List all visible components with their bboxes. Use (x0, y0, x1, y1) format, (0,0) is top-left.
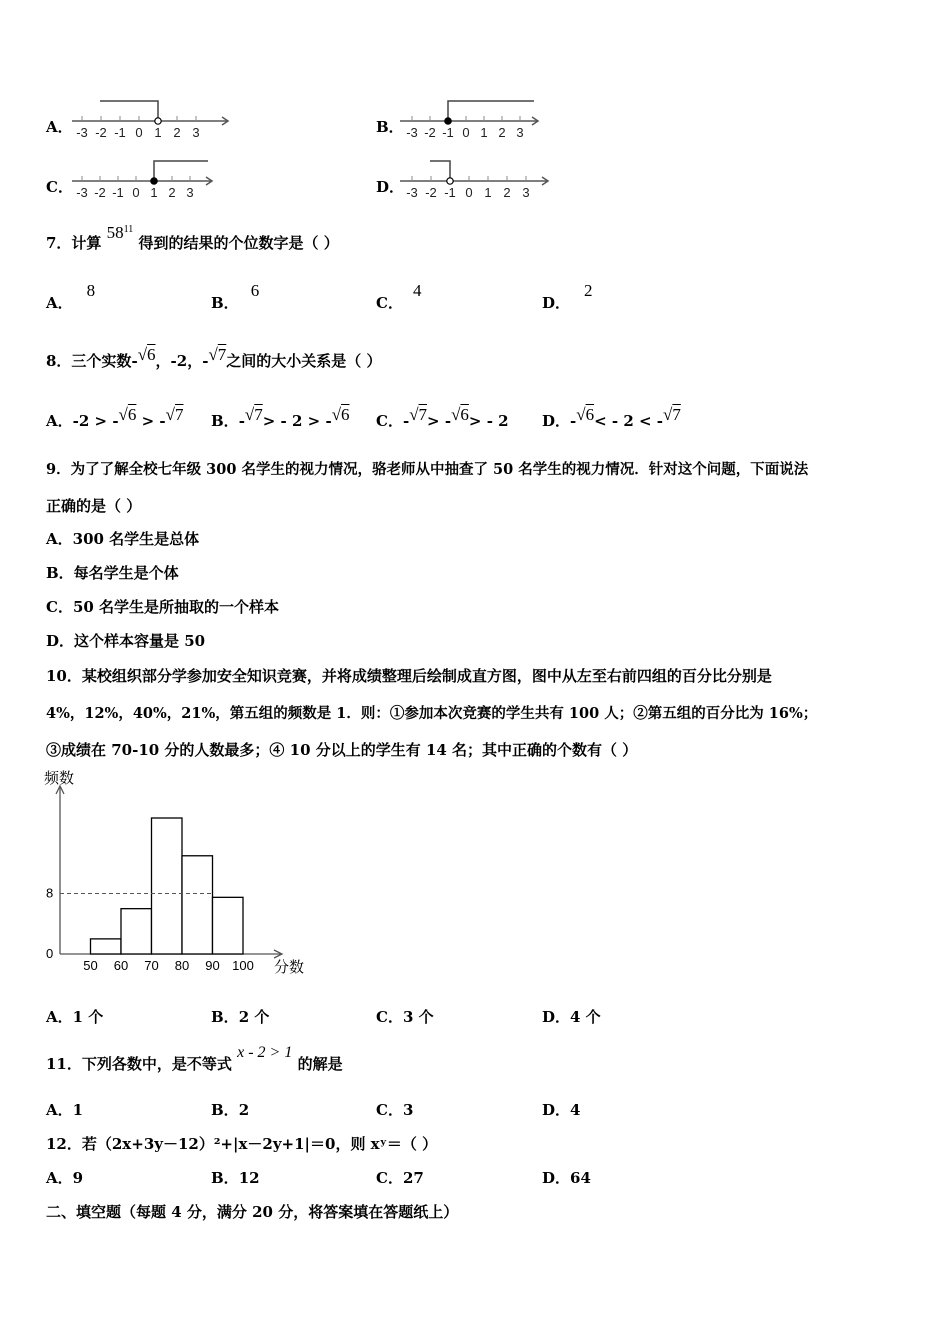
q10-option-b[interactable] (211, 1006, 269, 1027)
q8-option-b-part2: > - 2 > - (262, 412, 332, 430)
chart-ylabel: 频数 (44, 770, 75, 787)
q8-sqrt-6: √6 (137, 345, 156, 364)
number-line-tick-label: 0 (465, 185, 473, 200)
number-line-tick-label: 3 (186, 185, 194, 200)
q8-option-d[interactable] (542, 405, 681, 431)
number-line-tick-label: 2 (503, 185, 511, 200)
q9-line1: 9．为了了解全校七年级 300 名学生的视力情况，骆老师从中抽查了 50 名学生的视力情况．针对这个问题，下面说法 (46, 461, 809, 478)
q9-line2: 正确的是（ ） (46, 497, 142, 515)
q8-option-c-part2: > - (427, 412, 452, 430)
q7-option-c-letter: C． (376, 294, 403, 312)
q11-prefix: 11．下列各数中，是不等式 (46, 1055, 232, 1073)
q7-option-a-value: 8 (86, 281, 96, 300)
q8-neg-1: - (131, 352, 138, 370)
q6-option-c-letter[interactable]: C． (46, 178, 73, 196)
q8-option-c-sqrt2: √6 (451, 405, 469, 424)
q7-option-a[interactable] (46, 281, 96, 313)
number-line-tick-label: -3 (76, 185, 88, 200)
number-line-tick-label: -3 (406, 125, 418, 140)
q11-option-a-value: 1 (72, 1101, 84, 1119)
histogram-chart (38, 762, 328, 982)
q6-option-b-letter[interactable]: B． (376, 118, 404, 136)
q10-line3: ③成绩在 70-10 分的人数最多；④ 10 分以上的学生有 14 名；其中正确的个数有（ ） (46, 741, 638, 759)
q11-suffix: 的解是 (297, 1055, 343, 1073)
q6-option-c-number-line (70, 156, 230, 204)
y-tick-label: 0 (46, 946, 54, 961)
q10-option-b-letter: B． (211, 1008, 239, 1026)
q8-suffix: 之间的大小关系是（ ） (226, 352, 382, 370)
q11-inequality: x - 2 > 1 (237, 1044, 293, 1061)
q8-option-d-part2: < - 2 < - (594, 412, 664, 430)
histogram-bar (91, 939, 122, 954)
q8-option-a-letter: A． (46, 412, 73, 430)
q7-option-d[interactable] (542, 281, 593, 313)
histogram-bar (121, 909, 152, 954)
open-point (447, 178, 453, 184)
x-tick-label: 60 (113, 958, 129, 973)
q12-option-a-letter: A． (46, 1169, 73, 1187)
q12-stem: 12．若（2x+3y－12）²+|x－2y+1|＝0，则 xʸ＝（ ） (46, 1135, 438, 1153)
q11-option-d-letter: D． (542, 1101, 571, 1119)
q8-option-b-sqrt2: √6 (331, 405, 350, 424)
number-line-tick-label: 1 (480, 125, 488, 140)
q8-option-b-sqrt1: √7 (244, 405, 263, 424)
number-line-tick-label: 1 (484, 185, 492, 200)
q8-option-c-sqrt1: √7 (409, 405, 428, 424)
q8-radicand-1: 6 (147, 345, 156, 364)
q6-option-d-letter[interactable]: D． (376, 178, 405, 196)
q8-option-c-radicand2: 6 (460, 405, 469, 424)
number-line-tick-label: 3 (192, 125, 200, 140)
number-line-tick-label: 0 (132, 185, 140, 200)
q12-option-c[interactable] (376, 1167, 424, 1188)
q12-option-b[interactable] (211, 1167, 260, 1188)
q8-option-b-radicand2: 6 (341, 405, 350, 424)
q11-option-b-value: 2 (238, 1101, 250, 1119)
q12-option-a[interactable] (46, 1167, 83, 1188)
number-line-tick-label: -3 (76, 125, 88, 140)
open-point (155, 118, 161, 124)
q8-option-d-part1: - (570, 412, 577, 430)
q8-option-a-radicand1: 6 (127, 405, 137, 424)
number-line-tick-label: -2 (424, 125, 436, 140)
number-line-tick-label: -2 (425, 185, 437, 200)
q7-stem (46, 223, 339, 253)
q8-option-d-radicand2: 7 (672, 405, 681, 424)
number-line-tick-label: -1 (444, 185, 456, 200)
q12-option-b-letter: B． (211, 1169, 239, 1187)
q11-option-b-letter: B． (211, 1101, 239, 1119)
y-tick-label: 8 (46, 885, 54, 901)
q9-option-d[interactable]: D．这个样本容量是 50 (46, 632, 206, 650)
q9-option-a[interactable]: A．300 名学生是总体 (46, 530, 200, 548)
q8-option-a-part1: -2 > - (72, 412, 119, 430)
q7-option-d-value: 2 (584, 281, 593, 300)
solution-ray (448, 101, 534, 121)
number-line-tick-label: 2 (173, 125, 181, 140)
number-line-tick-label: 0 (462, 125, 470, 140)
q12-option-d-value: 64 (570, 1169, 591, 1187)
number-line-tick-label: 0 (135, 125, 143, 140)
q8-sqrt-7: √7 (208, 345, 227, 364)
q11-stem (46, 1044, 343, 1074)
number-line-tick-label: 2 (168, 185, 176, 200)
q7-option-b-letter: B． (211, 294, 239, 312)
q8-option-a-sqrt1: √6 (118, 405, 137, 424)
number-line-tick-label: -1 (112, 185, 124, 200)
closed-point (151, 178, 157, 184)
q12-option-b-value: 12 (238, 1169, 260, 1187)
q10-line2: 4%，12%，40%，21%，第五组的频数是 1．则：①参加本次竞赛的学生共有 100 人；②第五组的百分比为 16%； (46, 705, 818, 722)
q8-option-d-radicand1: 6 (585, 405, 595, 424)
q11-option-a[interactable] (46, 1099, 83, 1120)
q11-option-c-value: 3 (402, 1101, 414, 1119)
q12-option-d[interactable] (542, 1167, 591, 1188)
section2-title: 二、填空题（每题 4 分，满分 20 分，将答案填在答题纸上） (46, 1203, 459, 1221)
q8-option-b[interactable] (211, 405, 350, 431)
q6-option-a-letter[interactable]: A． (46, 118, 73, 136)
number-line-tick-label: 1 (154, 125, 162, 140)
q10-option-a-letter: A． (46, 1008, 73, 1026)
q8-option-d-sqrt1: √6 (576, 405, 595, 424)
q8-option-c[interactable] (376, 405, 509, 431)
q7-suffix: 得到的结果的个位数字是（ ） (138, 234, 339, 252)
q10-option-c[interactable] (376, 1006, 434, 1027)
x-tick-label: 100 (232, 958, 254, 973)
q8-option-b-letter: B． (211, 412, 239, 430)
q12-option-d-letter: D． (542, 1169, 571, 1187)
q7-option-b[interactable] (211, 281, 260, 313)
q12-option-a-value: 9 (72, 1169, 84, 1187)
q11-option-c[interactable] (376, 1099, 413, 1120)
q12-option-c-letter: C． (376, 1169, 403, 1187)
q8-option-a-radicand2: 7 (174, 405, 184, 424)
q10-option-d-letter: D． (542, 1008, 571, 1026)
number-line-tick-label: 1 (150, 185, 158, 200)
q8-option-c-letter: C． (376, 412, 403, 430)
x-tick-label: 50 (83, 958, 98, 973)
q8-radicand-2: 7 (217, 345, 227, 364)
q10-option-d-value: 4 个 (570, 1008, 601, 1026)
q7-option-c[interactable] (376, 281, 422, 313)
solution-ray (154, 161, 208, 181)
q9-option-c[interactable]: C．50 名学生是所抽取的一个样本 (46, 598, 280, 616)
q7-option-c-value: 4 (412, 281, 422, 300)
q8-prefix: 8．三个实数 (46, 352, 132, 370)
q8-option-c-part1: - (402, 412, 410, 430)
histogram-bar (182, 856, 213, 954)
q8-option-a-part2: > - (136, 412, 166, 430)
q8-neg-2: - (202, 352, 209, 370)
q8-option-a-sqrt2: √7 (165, 405, 184, 424)
q8-stem (46, 345, 382, 371)
q7-option-d-letter: D． (542, 294, 571, 312)
q10-option-d[interactable] (542, 1006, 601, 1027)
x-tick-label: 80 (174, 958, 190, 973)
q8-option-c-radicand1: 7 (418, 405, 428, 424)
q10-option-c-letter: C． (376, 1008, 403, 1026)
number-line-tick-label: 2 (498, 125, 506, 140)
q7-prefix: 7．计算 (46, 234, 102, 252)
q8-option-b-part1: - (238, 412, 245, 430)
number-line-tick-label: -2 (94, 185, 106, 200)
q12-option-c-value: 27 (402, 1169, 424, 1187)
q10-line1: 10．某校组织部分学参加安全知识竞赛，并将成绩整理后绘制成直方图，图中从左至右前四组的百分比分别是 (46, 667, 772, 685)
q11-option-d-value: 4 (570, 1101, 581, 1119)
number-line-tick-label: -3 (406, 185, 418, 200)
q8-option-c-part3: > - 2 (468, 412, 509, 430)
q6-option-d-number-line (398, 156, 558, 204)
number-line-tick-label: 3 (522, 185, 530, 200)
q11-option-a-letter: A． (46, 1101, 73, 1119)
number-line-tick-label: -1 (114, 125, 126, 140)
histogram-bar (213, 897, 244, 954)
number-line-tick-label: -2 (95, 125, 107, 140)
q8-option-b-radicand1: 7 (254, 405, 263, 424)
q7-option-a-letter: A． (46, 294, 73, 312)
closed-point (445, 118, 451, 124)
q10-option-a[interactable] (46, 1006, 103, 1027)
q11-option-d[interactable] (542, 1099, 580, 1120)
q9-option-b[interactable]: B．每名学生是个体 (46, 564, 179, 582)
q6-option-a-number-line (70, 96, 240, 144)
q7-base: 58 (106, 223, 124, 242)
q8-option-d-letter: D． (542, 412, 571, 430)
q8-option-d-sqrt2: √7 (663, 405, 681, 424)
solution-ray (430, 161, 450, 181)
number-line-tick-label: -1 (442, 125, 454, 140)
x-tick-label: 90 (205, 958, 220, 973)
q11-option-c-letter: C． (376, 1101, 403, 1119)
histogram-bar (152, 818, 183, 954)
q10-option-c-value: 3 个 (402, 1008, 434, 1026)
solution-ray (100, 101, 158, 121)
q8-mid: ，-2， (155, 352, 203, 370)
chart-xlabel: 分数 (274, 959, 305, 976)
x-tick-label: 70 (144, 958, 159, 973)
q10-option-a-value: 1 个 (72, 1008, 104, 1026)
q11-option-b[interactable] (211, 1099, 249, 1120)
q10-option-b-value: 2 个 (238, 1008, 270, 1026)
q7-option-b-value: 6 (250, 281, 260, 300)
number-line-tick-label: 3 (516, 125, 524, 140)
q6-option-b-number-line (398, 96, 548, 144)
q7-exponent: 11 (123, 224, 134, 235)
q8-option-a[interactable] (46, 405, 184, 431)
